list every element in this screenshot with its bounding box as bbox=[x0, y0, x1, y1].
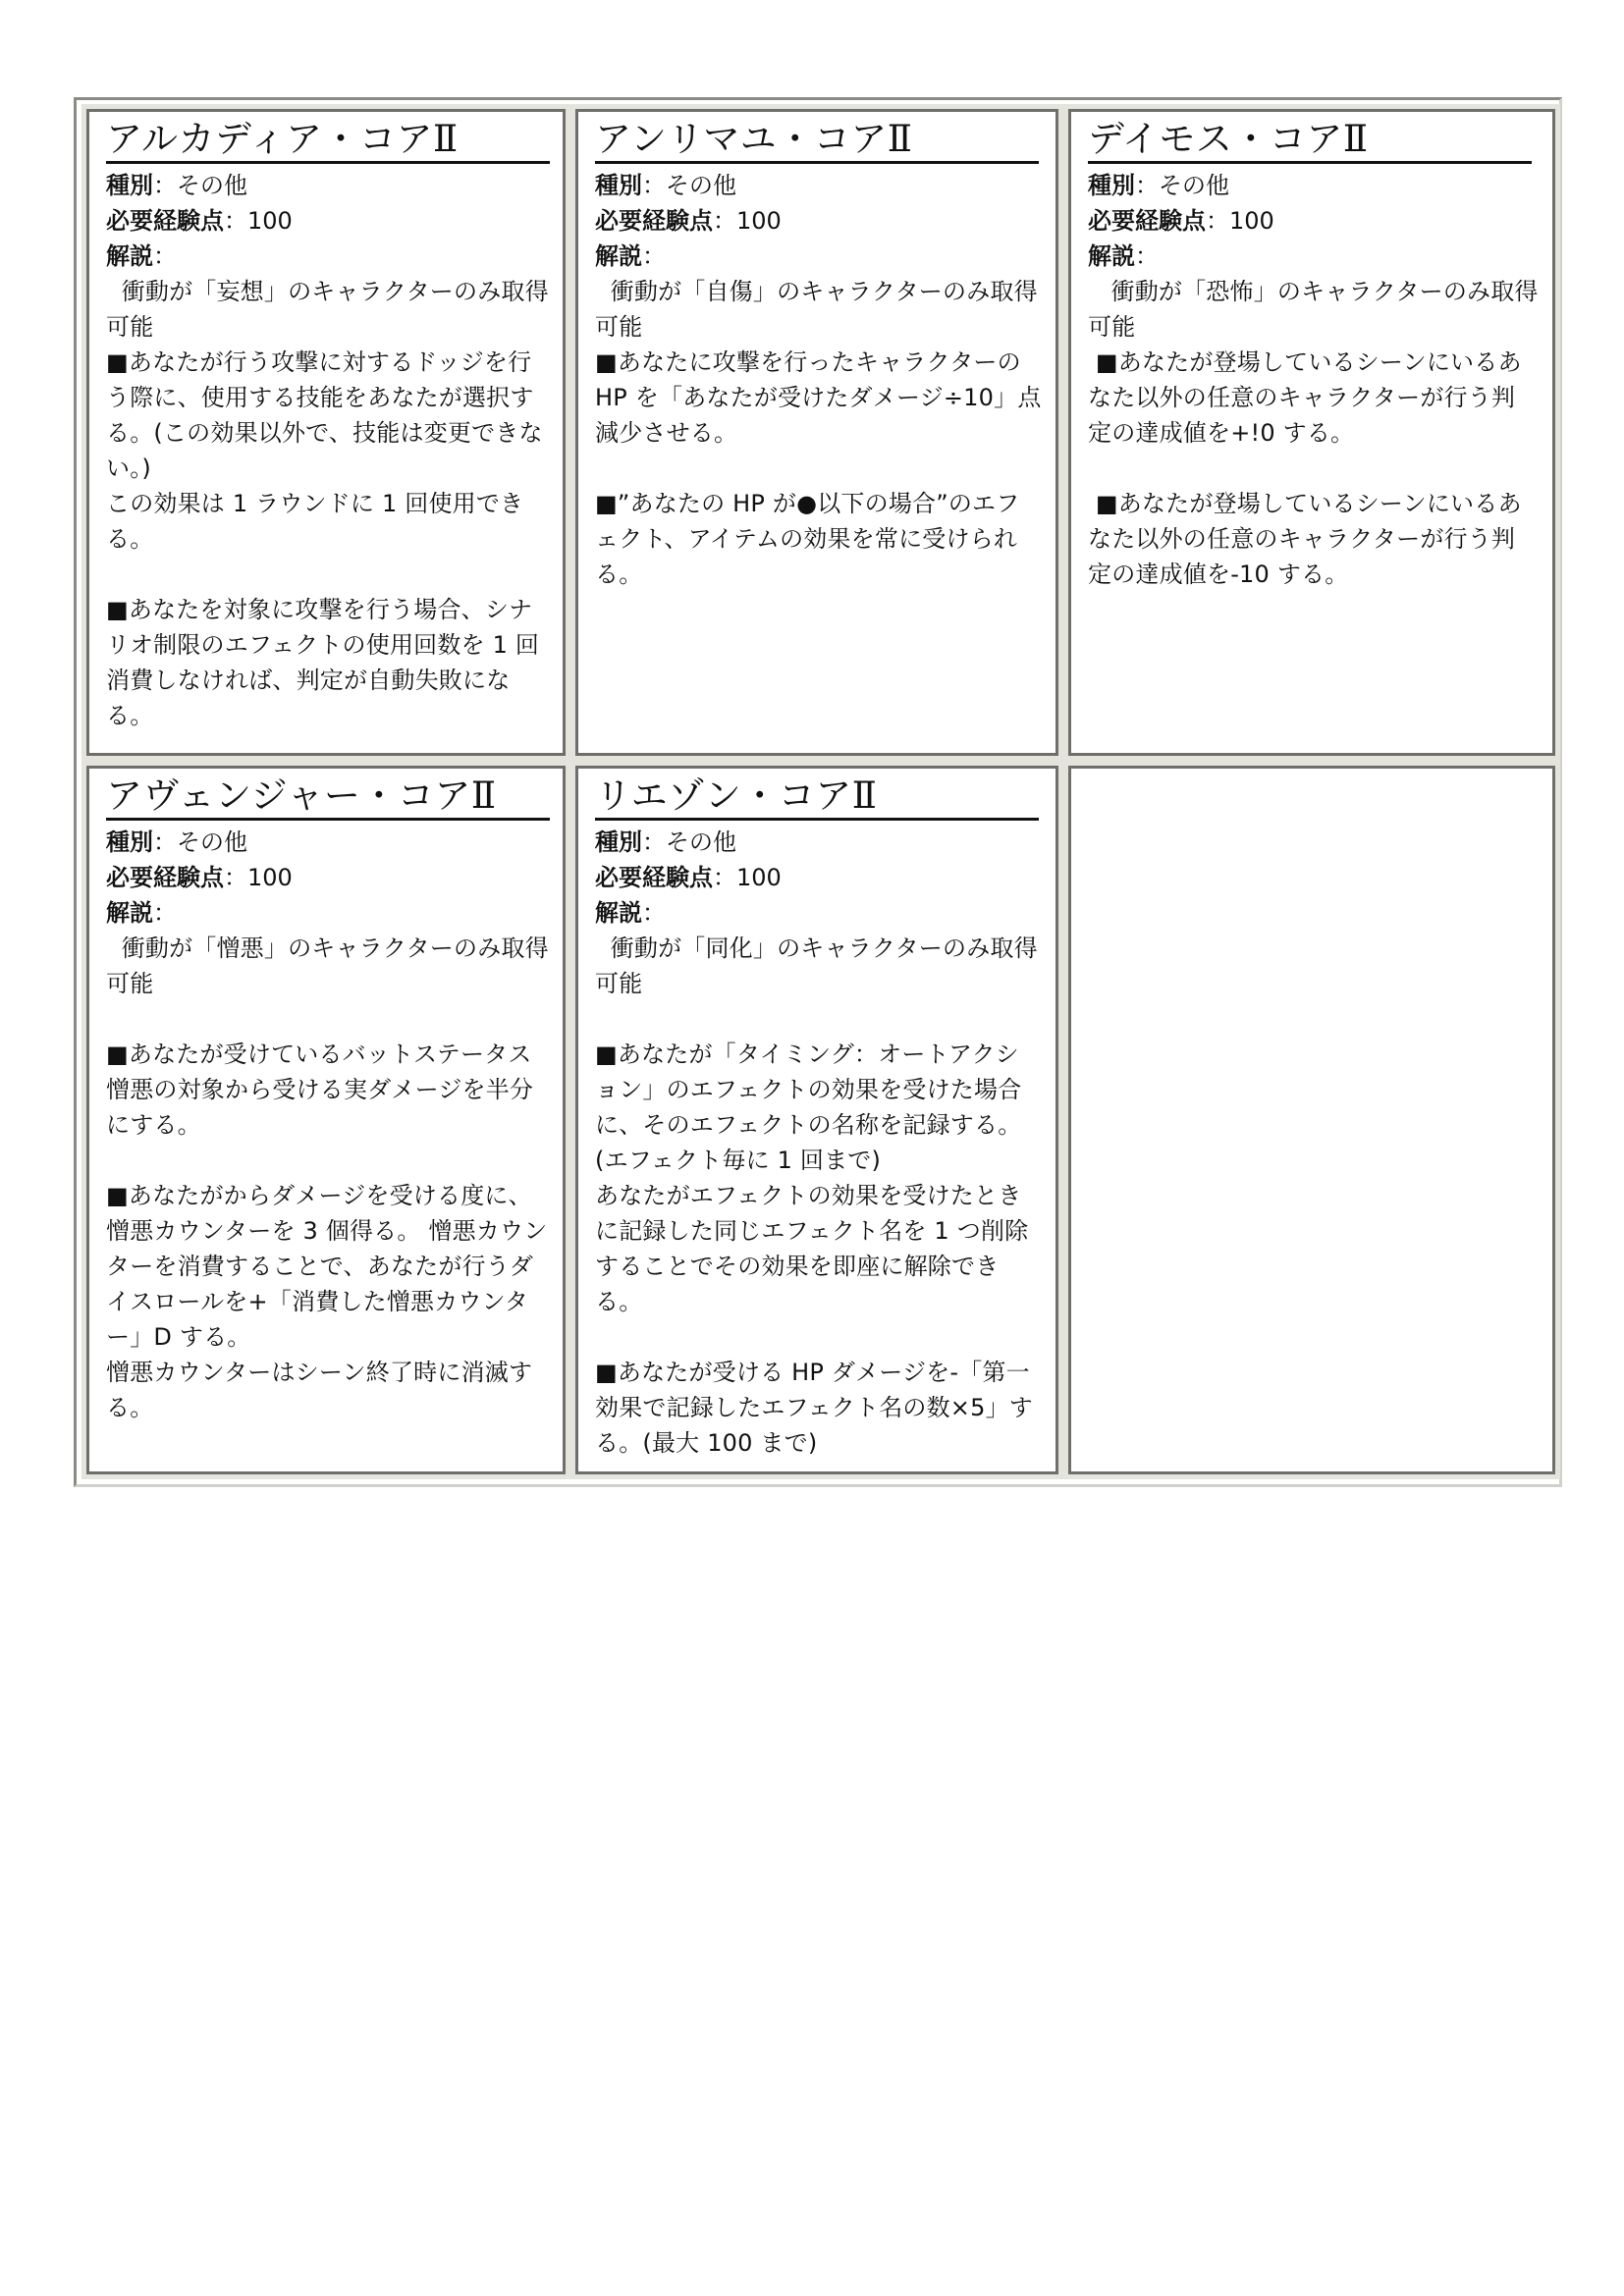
card-description: 衝動が「同化」のキャラクターのみ取得可能 ■あなたが「タイミング：オートアクション」のエフェクトの効果を受けた場合に、そのエフェクトの名称を記録する。(エフェクト毎に 1 回まで) あなたがエフェクトの効果を受けたときに記録した同じエフェクト名を 1 つ削除することでその効果を即座に解除できる。 ■あなたが受ける HP ダメージを-「第一効果で記録したエフェクト名の数×5」する。(最大 100 まで) bbox=[595, 934, 1038, 1457]
card-title: アンリマユ・コアⅡ bbox=[595, 118, 1039, 164]
exp-row: 必要経験点：100 bbox=[106, 864, 293, 891]
type-value: その他 bbox=[177, 828, 247, 856]
card-angra-mainyu-core bbox=[575, 109, 1058, 756]
card-arcadia-core bbox=[86, 109, 566, 756]
empty-card-slot bbox=[1068, 766, 1555, 1474]
type-value: その他 bbox=[666, 828, 736, 856]
desc-label: 解説： bbox=[1088, 242, 1159, 270]
exp-value: 100 bbox=[247, 207, 293, 235]
exp-value: 100 bbox=[247, 864, 293, 891]
card-description: 衝動が「妄想」のキャラクターのみ取得可能 ■あなたが行う攻撃に対するドッジを行う際に、使用する技能をあなたが選択する。(この効果以外で、技能は変更できない。) この効果は 1 ラウンドに 1 回使用できる。 ■あなたを対象に攻撃を行う場合、シナリオ制限のエフェクトの使用回数を 1 回消費しなければ、判定が自動失敗になる。 bbox=[106, 278, 549, 729]
card-description: 衝動が「自傷」のキャラクターのみ取得可能 ■あなたに攻撃を行ったキャラクターの HP を「あなたが受けたダメージ÷10」点減少させる。 ■”あなたの HP が●以下の場合”のエフェクト、アイテムの効果を常に受けられる。 bbox=[595, 278, 1042, 588]
card-title: アルカディア・コアⅡ bbox=[106, 118, 550, 164]
card-title: リエゾン・コアⅡ bbox=[595, 774, 1039, 821]
card-description: 衝動が「憎悪」のキャラクターのみ取得可能 ■あなたが受けているバットステータス憎悪の対象から受ける実ダメージを半分にする。 ■あなたがからダメージを受ける度に、憎悪カウンターを 3 個得る。 憎悪カウンターを消費することで、あなたが行うダイスロールを+「消費した憎悪カウンター」D する。 憎悪カウンターはシーン終了時に消滅する。 bbox=[106, 934, 549, 1421]
desc-label: 解説： bbox=[106, 899, 177, 927]
type-row: 種別：その他 bbox=[106, 172, 247, 199]
card-avenger-core bbox=[86, 766, 566, 1474]
type-row: 種別：その他 bbox=[595, 172, 736, 199]
type-row: 種別：その他 bbox=[106, 828, 247, 856]
type-row: 種別：その他 bbox=[1088, 172, 1229, 199]
card-deimos-core bbox=[1068, 109, 1555, 756]
desc-label: 解説： bbox=[595, 899, 666, 927]
exp-value: 100 bbox=[1229, 207, 1274, 235]
type-value: その他 bbox=[177, 172, 247, 199]
card-title: デイモス・コアⅡ bbox=[1088, 118, 1532, 164]
exp-row: 必要経験点：100 bbox=[595, 864, 782, 891]
type-value: その他 bbox=[666, 172, 736, 199]
card-description: 衝動が「恐怖」のキャラクターのみ取得可能 ■あなたが登場しているシーンにいるあなた以外の任意のキャラクターが行う判定の達成値を+!0 する。 ■あなたが登場しているシーンにいるあなた以外の任意のキャラクターが行う判定の達成値を-10 する。 bbox=[1088, 278, 1539, 588]
exp-row: 必要経験点：100 bbox=[106, 207, 293, 235]
exp-row: 必要経験点：100 bbox=[1088, 207, 1274, 235]
desc-label: 解説： bbox=[595, 242, 666, 270]
type-row: 種別：その他 bbox=[595, 828, 736, 856]
exp-row: 必要経験点：100 bbox=[595, 207, 782, 235]
card-liaison-core bbox=[575, 766, 1058, 1474]
desc-label: 解説： bbox=[106, 242, 177, 270]
exp-value: 100 bbox=[736, 207, 782, 235]
card-sheet bbox=[74, 97, 1562, 1487]
exp-value: 100 bbox=[736, 864, 782, 891]
card-title: アヴェンジャー・コアⅡ bbox=[106, 774, 550, 821]
type-value: その他 bbox=[1159, 172, 1229, 199]
